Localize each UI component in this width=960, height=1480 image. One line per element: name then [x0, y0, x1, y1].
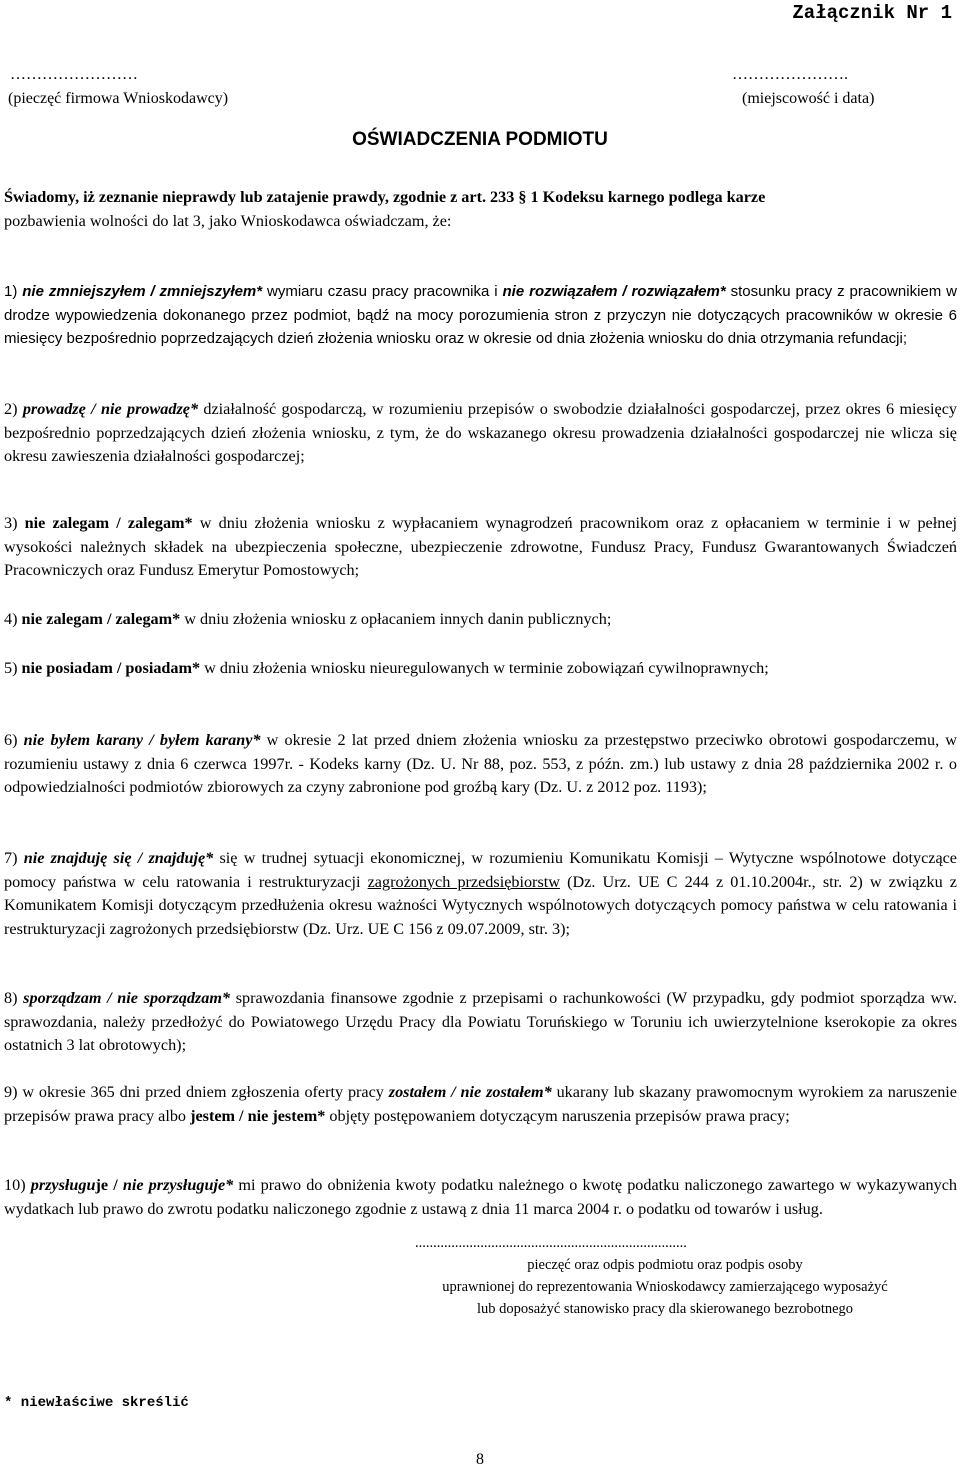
statement-8: 8) sporządzam / nie sporządzam* sprawozdania finansowe zgodnie z przepisami o rachunkowości (W przypadku, gdy podmiot sporządza ww. sprawozdania, należy przedłożyć do Powiatowego Urzędu Pracy dla Powiatu Toruńskiego w Toruniu ich uwierzytelnione kserokopie za okres ostatnich 3 lat obrotowych);	[4, 989, 957, 1054]
intro-regular: pozbawienia wolności do lat 3, jako Wnioskodawca oświadczam, że:	[4, 211, 452, 230]
statement-1: 1) nie zmniejszyłem / zmniejszyłem* wymiaru czasu pracy pracownika i nie rozwiązałem / rozwiązałem* stosunku pracy z pracownikiem w drodze wypowiedzenia dokonanego przez podmiot, bądź na mocy porozumienia stron z przyczyn nie dotyczących pracowników w okresie 6 miesięcy bezpośrednio poprzedzających dzień złożenia wniosku oraz w okresie od dnia złożenia wniosku do dnia otrzymania refundacji;	[4, 283, 957, 347]
statement-4: 4) nie zalegam / zalegam* w dniu złożenia wniosku z opłacaniem innych danin publicznych;	[4, 610, 612, 628]
place-date-label: (miejscowość i data)	[742, 90, 875, 107]
footnote: * niewłaściwe skreślić	[4, 1395, 189, 1411]
signature-block	[405, 1232, 925, 1320]
intro-paragraph	[4, 186, 957, 233]
statement-7: 7) nie znajduję się / znajduję* się w trudnej sytuacji ekonomicznej, w rozumieniu Komunikatu Komisji – Wytyczne wspólnotowe dotyczące pomocy państwa w celu ratowania i restrukturyzacji zagrożonych przedsiębiorstw (Dz. Urz. UE C 244 z 01.10.2004r., str. 2) w związku z Komunikatem Komisji dotyczącym przedłużenia okresu ważności Wytycznych wspólnotowych dotyczących pomocy państwa w celu ratowania i restrukturyzacji zagrożonych przedsiębiorstw (Dz. Urz. UE C 156 z 09.07.2009, str. 3);	[4, 849, 957, 938]
signature-line-3: lub doposażyć stanowisko pracy dla skierowanego bezrobotnego	[476, 1301, 854, 1317]
statement-3: 3) nie zalegam / zalegam* w dniu złożenia wniosku z wypłacaniem wynagrodzeń pracownikom oraz z opłacaniem w terminie i w pełnej wysokości należnych składek na ubezpieczenia społeczne, ubezpieczenie zdrowotne, Fundusz Pracy, Fundusz Gwarantowanych Świadczeń Pracowniczych oraz Fundusz Emerytur Pomostowych;	[4, 514, 958, 579]
page-title: OŚWIADCZENIA PODMIOTU	[352, 129, 608, 150]
statement-10: 10) przysługuje / nie przysługuje* mi prawo do obniżenia kwoty podatku należnego o kwotę podatku naliczonego zawartego w wykazywanych wydatkach lub prawo do zwrotu podatku naliczonego zgodnie z ustawą z dnia 11 marca 2004 r. o podatku od towarów i usług.	[4, 1176, 957, 1218]
signature-line-2: uprawnionej do reprezentowania Wnioskodawcy zamierzającego wyposażyć	[442, 1279, 888, 1295]
statement-9: 9) w okresie 365 dni przed dniem zgłoszenia oferty pracy zostałem / nie zostałem* ukarany lub skazany prawomocnym wyrokiem za naruszenie przepisów prawa pracy albo jestem / nie jestem* objęty postępowaniem dotyczącym naruszenia przepisów prawa pracy;	[4, 1083, 957, 1125]
statement-5: 5) nie posiadam / posiadam* w dniu złożenia wniosku nieuregulowanych w terminie zobowiązań cywilnoprawnych;	[4, 659, 769, 677]
signature-line-1: pieczęć oraz odpis podmiotu oraz podpis osoby	[527, 1257, 803, 1273]
signature-dots: ...........................................................................	[415, 1235, 687, 1251]
company-stamp-label: (pieczęć firmowa Wnioskodawcy)	[8, 90, 229, 107]
statement-6: 6) nie byłem karany / byłem karany* w okresie 2 lat przed dniem złożenia wniosku za przestępstwo przeciwko obrotowi gospodarczemu, w rozumieniu ustawy z dnia 6 czerwca 1997r. - Kodeks karny (Dz. U. Nr 88, poz. 553, z późn. zm.) lub ustawy z dnia 28 października 2002 r. o odpowiedzialności podmiotów zbiorowych za czyny zabronione pod groźbą kary (Dz. U. z 2012 poz. 1193);	[4, 731, 958, 796]
right-dots: ………………….	[732, 66, 848, 83]
intro-bold: Świadomy, iż zeznanie nieprawdy lub zatajenie prawdy, zgodnie z art. 233 § 1 Kodeksu karnego podlega karze	[4, 188, 766, 206]
attachment-label: Załącznik Nr 1	[792, 2, 952, 24]
left-dots: ……………………	[10, 66, 138, 83]
page-number: 8	[476, 1451, 484, 1468]
statement-2: 2) prowadzę / nie prowadzę* działalność gospodarczą, w rozumieniu przepisów o swobodzie działalności gospodarczej, przez okres 6 miesięcy bezpośrednio poprzedzających dzień złożenia wniosku, z tym, że do wskazanego okresu prowadzenia działalności gospodarczej nie wlicza się okresu zawieszenia działalności gospodarczej;	[4, 400, 957, 465]
